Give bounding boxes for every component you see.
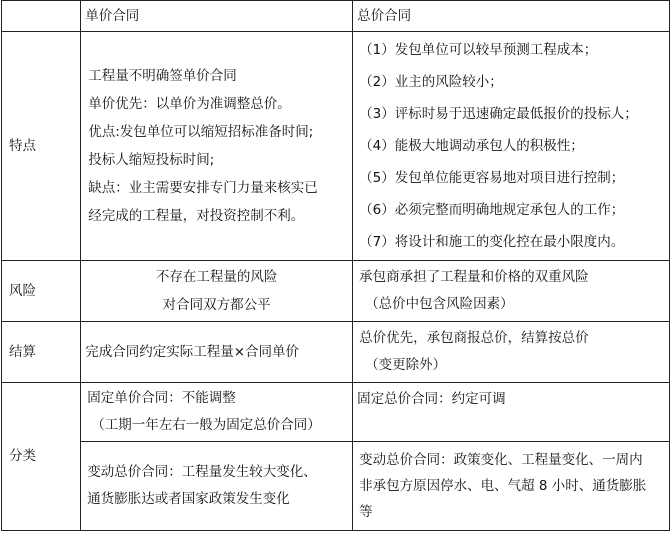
settlement-single-cell <box>81 322 353 383</box>
header-row <box>2 1 670 32</box>
header-single-price: 单价合同 <box>81 1 353 32</box>
variable-single-line: 通货膨胀达或者国家政策发生变化 <box>87 491 290 507</box>
features-total-line: （2）业主的风险较小； <box>359 74 503 90</box>
variable-total-line: 非承包方原因停水、电、气超 8 小时、通货膨胀 <box>359 478 647 494</box>
settlement-single-text: 完成合同约定实际工程量×合同单价 <box>85 343 300 360</box>
fixed-single-line: （工期一年左右一般为固定总价合同） <box>91 417 321 433</box>
risk-total-line: 承包商承担了工程量和价格的双重风险 <box>359 269 589 285</box>
settlement-total-cell <box>353 322 670 383</box>
features-total-line: （7）将设计和施工的变化控在最小限度内。 <box>359 234 625 250</box>
fixed-single-line: 固定单价合同：不能调整 <box>87 390 236 406</box>
variable-single-cell <box>81 442 353 531</box>
fixed-total-cell <box>353 383 670 442</box>
features-label: 特点 <box>2 32 81 261</box>
variable-single-line: 变动总价合同：工程量发生较大变化、 <box>87 464 317 480</box>
features-total-line: （3）评标时易于迅速确定最低报价的投标人； <box>359 106 638 122</box>
features-single-line: 投标人缩短投标时间; <box>88 152 215 168</box>
header-corner <box>2 1 81 32</box>
settlement-total-line: （变更除外） <box>365 357 447 373</box>
classification-label: 分类 <box>2 383 81 531</box>
header-total-price: 总价合同 <box>353 1 670 32</box>
variable-total-line: 等 <box>359 504 373 520</box>
comparison-table <box>1 0 670 531</box>
features-single-line: 工程量不明确签单价合同 <box>88 68 237 84</box>
risk-total-line: （总价中包含风险因素） <box>365 296 514 312</box>
classification-row-fixed <box>2 383 670 442</box>
risk-single-line: 对合同双方都公平 <box>162 297 271 313</box>
features-single-cell <box>81 32 353 261</box>
features-single-line: 缺点：业主需要安排专门力量来核实已 <box>88 180 318 196</box>
risk-total-cell <box>353 261 670 322</box>
features-total-line: （1）发包单位可以较早预测工程成本； <box>359 42 598 58</box>
settlement-label: 结算 <box>2 322 81 383</box>
variable-total-cell <box>353 442 670 531</box>
risk-row <box>2 261 670 322</box>
risk-single-cell <box>81 261 353 322</box>
features-total-line: （6）必须完整而明确地规定承包人的工作； <box>359 202 625 218</box>
features-single-line: 经完成的工程量，对投资控制不利。 <box>88 208 305 224</box>
features-single-line: 单价优先：以单价为准调整总价。 <box>88 96 291 112</box>
settlement-row <box>2 322 670 383</box>
risk-single-line: 不存在工程量的风险 <box>155 269 278 285</box>
classification-row-variable <box>2 442 670 531</box>
fixed-total-text: 固定总价合同：约定可调 <box>357 391 506 407</box>
features-total-cell <box>353 32 670 261</box>
variable-total-line: 变动总价合同：政策变化、工程量变化、一周内 <box>359 452 643 468</box>
fixed-single-cell <box>81 383 353 442</box>
features-total-line: （5）发包单位能更容易地对项目进行控制； <box>359 170 625 186</box>
settlement-total-line: 总价优先，承包商报总价，结算按总价 <box>359 330 589 346</box>
features-row <box>2 32 670 261</box>
features-single-line: 优点:发包单位可以缩短招标准备时间; <box>88 124 314 140</box>
features-total-line: （4）能极大地调动承包人的积极性； <box>359 138 584 154</box>
risk-label: 风险 <box>2 261 81 322</box>
